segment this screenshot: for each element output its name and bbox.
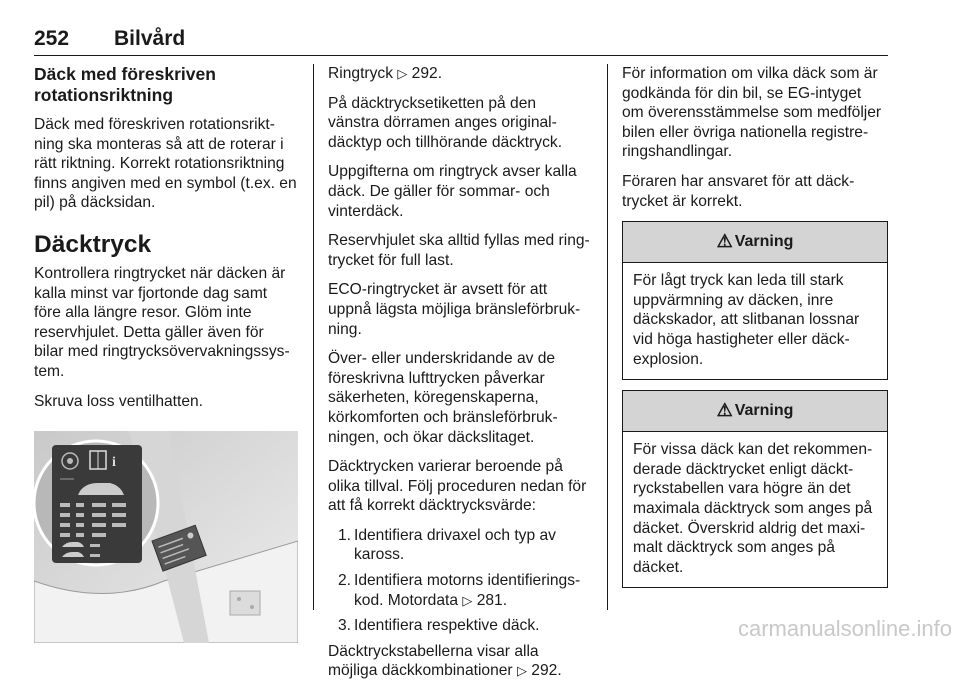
paragraph-spare-wheel: Reservhjulet ska alltid fyllas med ring- trycket för full last.: [328, 232, 590, 269]
warning-text: För lågt tryck kan leda till stark uppvärmning av däcken, inre däckskador, att slitbanan lossnar vid höga hastigheter eller däck- explosion.: [633, 272, 860, 368]
paragraph-unscrew-valve: Skruva loss ventilhatten.: [34, 392, 204, 410]
page-number: 252: [34, 27, 70, 50]
tire-pressure-label-illustration: [34, 431, 298, 643]
paragraph-driver-responsibility: Föraren har ansvaret för att däck- trycket är korrekt.: [622, 172, 855, 210]
column-3: [622, 64, 888, 588]
paragraph-over-under: Över- eller underskridande av de föreskrivna lufttrycken påverkar säkerheten, köregenskaperna, körkomforten och bränsleförbruk- ningen, och ökar däckslitaget.: [328, 350, 558, 446]
paragraph-rotation: Däck med föreskriven rotationsrikt- ning ska monteras så att de roterar i rätt riktning. Korrekt rotationsriktning finns angiven med en symbol (t.ex. en pil) på däcksidan.: [34, 116, 297, 212]
warning-triangle-icon: ⚠: [716, 231, 733, 252]
engine-data-ref-page: 281: [476, 591, 503, 609]
tables-ref-page: 292: [531, 662, 558, 680]
subheading-rotation: Däck med föreskriven rotationsriktning: [34, 64, 216, 105]
warning-box: [622, 221, 888, 380]
paragraph-label-location: På däcktrycksetiketten på den vänstra dörramen anges original- däcktyp och tillhörande däcktryck.: [328, 94, 563, 151]
list-item: 3. Identifiera respektive däck.: [338, 617, 540, 635]
page-ref-arrow-icon: ▷: [397, 66, 408, 81]
list-item: 2. Identifiera motorns identifierings- kod. Motordata ▷ 281.: [338, 572, 581, 609]
warning-text: För vissa däck kan det rekommen- derade däcktrycket enligt däckt- ryckstabellen vara högre än det maximala däcktryck som anges på däcket. Överskrid aldrig det maxi- malt däcktryck som anges på däcket.: [633, 441, 873, 576]
ringtryck-text: Ringtryck: [328, 65, 398, 82]
svg-text:i: i: [112, 455, 116, 471]
paragraph-ringtryck-ref: Ringtryck ▷ 292.: [328, 65, 443, 82]
page-header: [34, 27, 888, 56]
paragraph-cold-tires: Uppgifterna om ringtryck avser kalla däck. De gäller för sommar- och vinterdäck.: [328, 163, 577, 220]
column-1: [34, 64, 302, 643]
ringtryck-ref-page: 292: [411, 65, 438, 82]
column-divider-2: [607, 64, 608, 610]
list-item: 1. Identifiera drivaxel och typ av kaross.: [338, 526, 556, 564]
procedure-list: [328, 526, 596, 636]
column-divider-1: [313, 64, 314, 610]
warning-triangle-icon: ⚠: [716, 400, 733, 421]
page-title: Bilvård: [114, 27, 186, 50]
paragraph-approved-tires: För information om vilka däck som är godkända för din bil, se EG-intyget om överensstämmelse som medföljer bilen eller övriga nationella registre- ringshandlingar.: [622, 65, 882, 161]
paragraph-tables-ref: Däcktryckstabellerna visar alla möjliga däckkombinationer ▷ 292.: [328, 642, 562, 680]
page-ref-arrow-icon: ▷: [516, 663, 527, 679]
paragraph-eco-pressure: ECO-ringtrycket är avsett för att uppnå lägsta möjliga bränsleförbruk- ning.: [328, 281, 581, 338]
watermark: carmanualsonline.info: [737, 616, 952, 641]
column-2: [328, 64, 596, 691]
paragraph-check-pressure: Kontrollera ringtrycket när däcken är kalla minst var fjortonde dag samt före alla längre resor. Glöm inte reservhjulet. Detta gäller även för bilar med ringtrycksövervakningssys- tem.: [34, 264, 290, 380]
warning-box: [622, 390, 888, 588]
warning-header: ⚠ Varning: [623, 391, 887, 432]
warning-header: ⚠ Varning: [623, 222, 887, 263]
section-title-tire-pressure: Däcktryck: [34, 230, 152, 258]
page-ref-arrow-icon: ▷: [462, 592, 473, 608]
tire-label-photo: [34, 431, 298, 643]
paragraph-procedure: Däcktrycken varierar beroende på olika tillval. Följ proceduren nedan för att få korrekt däcktrycksvärde:: [328, 458, 587, 515]
